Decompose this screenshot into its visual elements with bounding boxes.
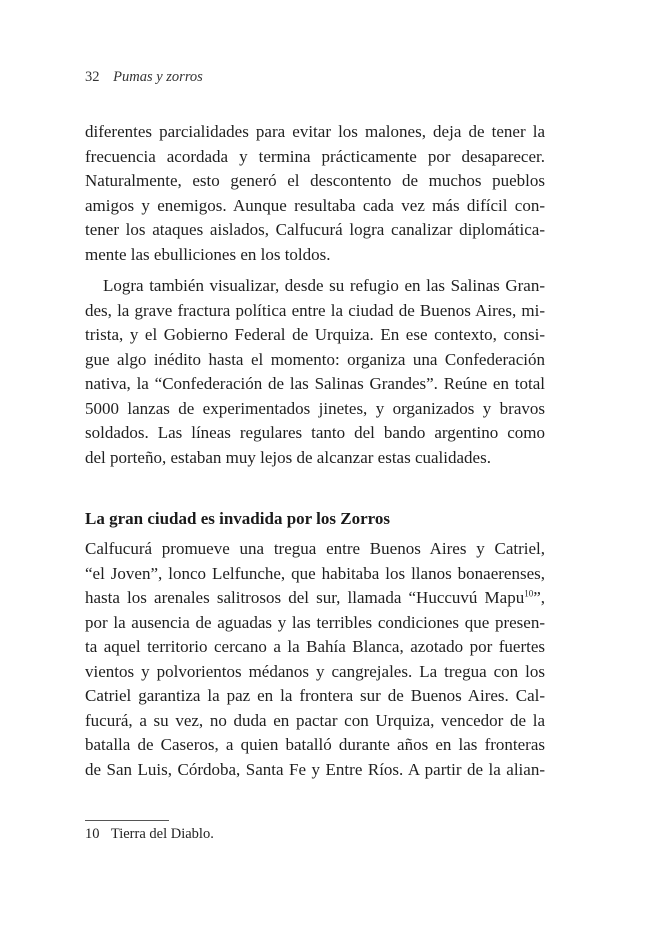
text-line: ta aquel territorio cercano a la Bahía Blanca, azotado por fuertes <box>85 637 545 656</box>
text-line: trista, y el Gobierno Federal de Urquiza. En ese contexto, consi- <box>85 325 545 344</box>
paragraph-2 <box>85 274 545 470</box>
text-line: amigos y enemigos. Aunque resultaba cada vez más difícil con- <box>85 195 545 215</box>
text-line: fucurá, a su vez, no duda en pactar con Urquiza, vencedor de la <box>85 710 545 730</box>
text-line: vientos y polvorientos médanos y cangrejales. La tregua con los <box>85 661 545 681</box>
text-line: diferentes parcialidades para evitar los malones, deja de tener la <box>85 122 545 141</box>
text-line: “el Joven”, lonco Lelfunche, que habitaba los llanos bonaerenses, <box>85 563 545 583</box>
running-title: Pumas y zorros <box>113 69 203 85</box>
text-line: soldados. Las líneas regulares tanto del bando argentino como <box>85 423 545 442</box>
footnote <box>85 826 214 843</box>
text-line: des, la grave fractura política entre la ciudad de Buenos Aires, mi- <box>85 300 545 320</box>
text-fragment: hasta los arenales salitrosos del sur, llamada “Huccuvú Mapu <box>85 588 525 607</box>
text-line-with-footnote <box>85 586 545 611</box>
text-fragment: ”, <box>533 588 545 607</box>
footnote-number: 10 <box>85 826 100 842</box>
text-line: Naturalmente, esto generó el descontento de muchos pueblos <box>85 171 545 190</box>
text-line: mente las ebulliciones en los toldos. <box>85 244 331 264</box>
text-line: 5000 lanzas de experimentados jinetes, y organizados y bravos <box>85 398 545 418</box>
text-line: tener los ataques aislados, Calfucurá logra canalizar diplomática- <box>85 220 545 239</box>
text-line: Logra también visualizar, desde su refugio en las Salinas Gran- <box>103 276 545 295</box>
page-header <box>85 69 203 86</box>
page-number: 32 <box>85 69 100 85</box>
section-paragraph <box>85 537 545 782</box>
text-line: del porteño, estaban muy lejos de alcanzar estas cualidades. <box>85 447 491 467</box>
text-line: de San Luis, Córdoba, Santa Fe y Entre Ríos. A partir de la alian- <box>85 759 545 779</box>
footnote-divider <box>85 820 169 821</box>
paragraph-1 <box>85 120 545 267</box>
text-line: nativa, la “Confederación de las Salinas Grandes”. Reúne en total <box>85 374 545 393</box>
text-line: batalla de Caseros, a quien batalló durante años en las fronteras <box>85 735 545 754</box>
text-line: frecuencia acordada y termina prácticamente por desaparecer. <box>85 146 545 166</box>
text-line: Calfucurá promueve una tregua entre Buenos Aires y Catriel, <box>85 539 545 558</box>
footnote-text: Tierra del Diablo. <box>110 826 214 842</box>
text-line: gue algo inédito hasta el momento: organiza una Confederación <box>85 349 545 369</box>
footnote-reference: 10 <box>524 588 534 599</box>
text-line: Catriel garantiza la paz en la frontera sur de Buenos Aires. Cal- <box>85 686 545 705</box>
text-line: por la ausencia de aguadas y las terribles condiciones que presen- <box>85 612 545 632</box>
section-heading: La gran ciudad es invadida por los Zorros <box>85 509 390 528</box>
